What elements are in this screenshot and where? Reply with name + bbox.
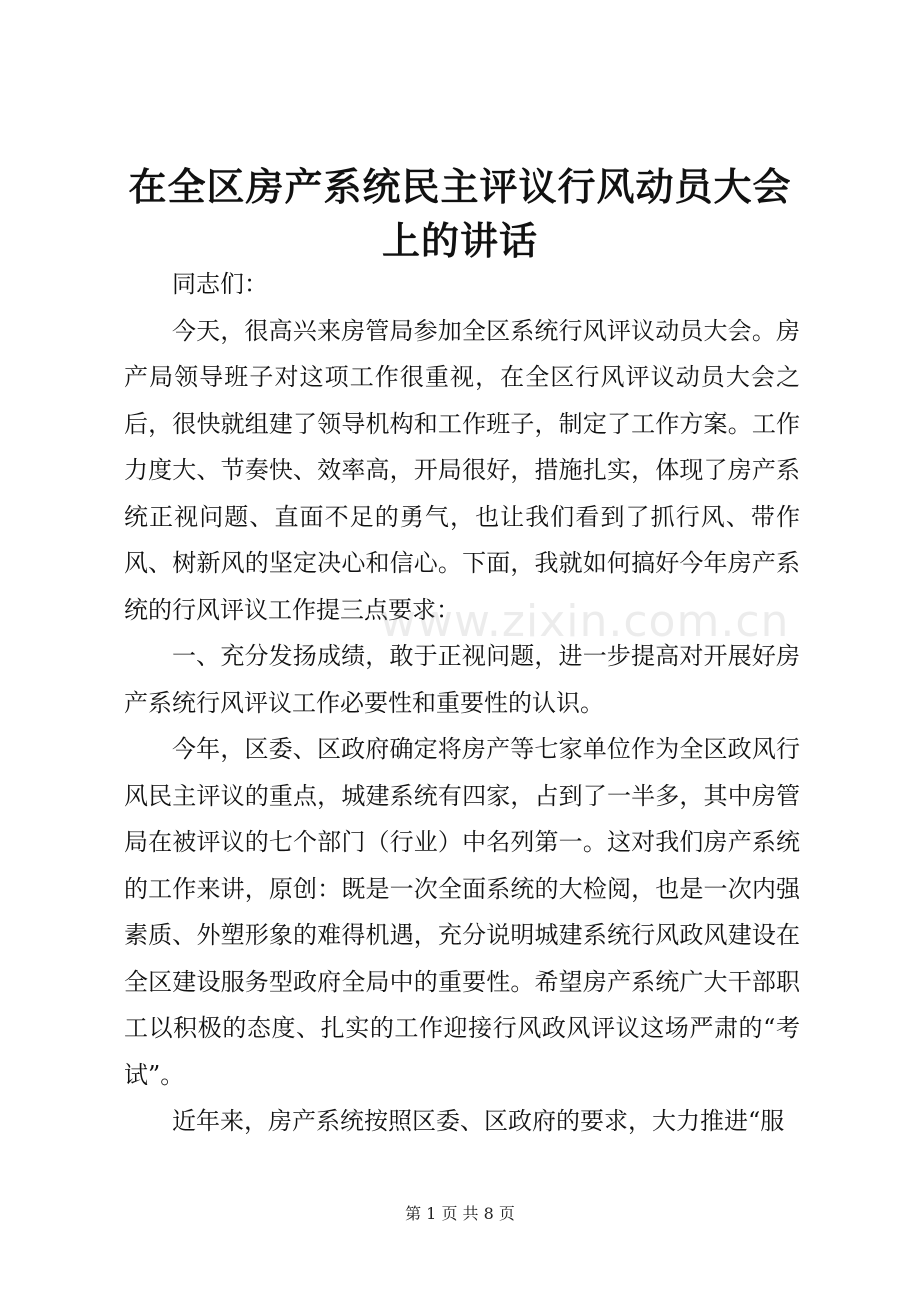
salutation-paragraph: 同志们： <box>172 270 268 298</box>
body-paragraph: 今年，区委、区政府确定将房产等七家单位作为全区政风行风民主评议的重点，城建系统有四家，占到了一半多，其中房管局在被评议的七个部门（行业）中名列第一。这对我们房产系统的工作来讲，原创：既是一次全面系统的大检阅，也是一次内强素质、外塑形象的难得机遇，充分说明城建系统行风政风建设在全区建设服务型政府全局中的重要性。希望房产系统广大干部职工以积极的态度、扎实的工作迎接行风政风评议这场严肃的“考试”。 <box>124 735 800 1089</box>
section-heading-paragraph: 一、充分发扬成绩，敢于正视问题，进一步提高对开展好房产系统行风评议工作必要性和重要性的认识。 <box>124 642 800 717</box>
body-paragraph: 近年来，房产系统按照区委、区政府的要求，大力推进“服 <box>172 1107 785 1135</box>
document-title: 在全区房产系统民主评议行风动员大会上的讲话 <box>128 164 792 263</box>
document-body <box>124 261 800 1145</box>
watermark-text: www.zixin.com.cn <box>380 596 790 647</box>
page-number-footer: 第 1 页 共 8 页 <box>405 1204 515 1223</box>
body-paragraph: 今天，很高兴来房管局参加全区系统行风评议动员大会。房产局领导班子对这项工作很重视，在全区行风评议动员大会之后，很快就组建了领导机构和工作班子，制定了工作方案。工作力度大、节奏快、效率高，开局很好，措施扎实，体现了房产系统正视问题、直面不足的勇气，也让我们看到了抓行风、带作风、树新风的坚定决心和信心。下面，我就如何搞好今年房产系统的行风评议工作提三点要求： <box>124 316 800 624</box>
